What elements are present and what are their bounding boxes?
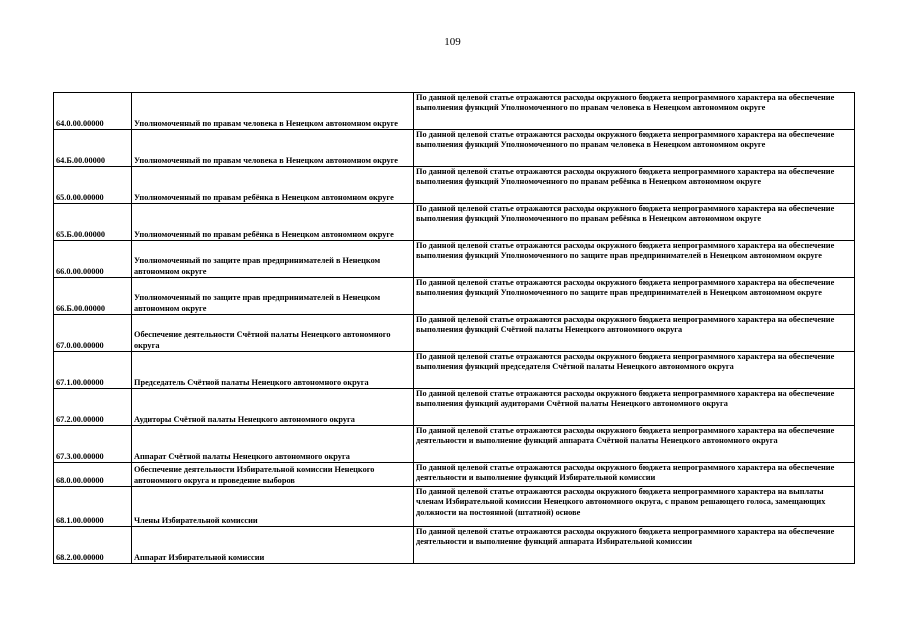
target-article-code: 67.0.00.00000 (54, 315, 132, 352)
table-row (54, 426, 855, 463)
table-row (54, 204, 855, 241)
target-article-description: По данной целевой статье отражаются расходы окружного бюджета непрограммного характера на обеспечение выполнения функций аудиторами Счётной палаты Ненецкого автономного округа (414, 389, 855, 426)
target-article-code: 67.3.00.00000 (54, 426, 132, 463)
target-article-name: Аудиторы Счётной палаты Ненецкого автономного округа (132, 389, 414, 426)
target-article-description: По данной целевой статье отражаются расходы окружного бюджета непрограммного характера на обеспечение деятельности и выполнение функций аппарата Избирательной комиссии (414, 527, 855, 564)
target-article-code: 67.1.00.00000 (54, 352, 132, 389)
target-article-description: По данной целевой статье отражаются расходы окружного бюджета непрограммного характера на выплаты членам Избирательной комиссии Ненецкого автономного округа, с правом решающего голоса, замещающих должности на постоянной (штатной) основе (414, 487, 855, 527)
table-row (54, 130, 855, 167)
target-article-name: Аппарат Счётной палаты Ненецкого автономного округа (132, 426, 414, 463)
target-article-name: Уполномоченный по правам ребёнка в Ненецком автономном округе (132, 204, 414, 241)
table-row (54, 352, 855, 389)
target-article-code: 65.0.00.00000 (54, 167, 132, 204)
target-article-name: Уполномоченный по правам ребёнка в Ненецком автономном округе (132, 167, 414, 204)
table-row (54, 389, 855, 426)
target-article-description: По данной целевой статье отражаются расходы окружного бюджета непрограммного характера на обеспечение выполнения функций Уполномоченного по правам ребёнка в Ненецком автономном округе (414, 167, 855, 204)
target-article-description: По данной целевой статье отражаются расходы окружного бюджета непрограммного характера на обеспечение деятельности и выполнение функций Избирательной комиссии (414, 463, 855, 487)
target-article-description: По данной целевой статье отражаются расходы окружного бюджета непрограммного характера на обеспечение выполнения функций председателя Счётной палаты Ненецкого автономного округа (414, 352, 855, 389)
target-article-code: 64.0.00.00000 (54, 93, 132, 130)
target-article-name: Аппарат Избирательной комиссии (132, 527, 414, 564)
budget-classification-table (53, 92, 855, 564)
table-row (54, 315, 855, 352)
target-article-description: По данной целевой статье отражаются расходы окружного бюджета непрограммного характера на обеспечение выполнения функций Уполномоченного по защите прав предпринимателей в Ненецком автономном округе (414, 241, 855, 278)
target-article-name: Уполномоченный по защите прав предпринимателей в Ненецком автономном округе (132, 278, 414, 315)
target-article-code: 68.0.00.00000 (54, 463, 132, 487)
target-article-description: По данной целевой статье отражаются расходы окружного бюджета непрограммного характера на обеспечение выполнения функций Уполномоченного по правам человека в Ненецком автономном округе (414, 93, 855, 130)
table-row (54, 487, 855, 527)
table-row (54, 167, 855, 204)
target-article-code: 68.2.00.00000 (54, 527, 132, 564)
target-article-name: Уполномоченный по правам человека в Ненецком автономном округе (132, 93, 414, 130)
table-row (54, 278, 855, 315)
target-article-name: Уполномоченный по защите прав предпринимателей в Ненецком автономном округе (132, 241, 414, 278)
target-article-description: По данной целевой статье отражаются расходы окружного бюджета непрограммного характера на обеспечение выполнения функций Уполномоченного по защите прав предпринимателей в Ненецком автономном округе (414, 278, 855, 315)
target-article-name: Члены Избирательной комиссии (132, 487, 414, 527)
target-article-code: 64.Б.00.00000 (54, 130, 132, 167)
table-row (54, 241, 855, 278)
target-article-name: Председатель Счётной палаты Ненецкого автономного округа (132, 352, 414, 389)
table-row (54, 93, 855, 130)
target-article-code: 68.1.00.00000 (54, 487, 132, 527)
target-article-name: Обеспечение деятельности Избирательной комиссии Ненецкого автономного округа и проведение выборов (132, 463, 414, 487)
target-article-code: 65.Б.00.00000 (54, 204, 132, 241)
target-article-code: 66.0.00.00000 (54, 241, 132, 278)
target-article-name: Обеспечение деятельности Счётной палаты Ненецкого автономного округа (132, 315, 414, 352)
target-article-description: По данной целевой статье отражаются расходы окружного бюджета непрограммного характера на обеспечение выполнения функций Уполномоченного по правам человека в Ненецком автономном округе (414, 130, 855, 167)
table-row (54, 463, 855, 487)
target-article-description: По данной целевой статье отражаются расходы окружного бюджета непрограммного характера на обеспечение выполнения функций Счётной палаты Ненецкого автономного округа (414, 315, 855, 352)
target-article-code: 67.2.00.00000 (54, 389, 132, 426)
table-row (54, 527, 855, 564)
page-number: 109 (444, 36, 461, 48)
target-article-name: Уполномоченный по правам человека в Ненецком автономном округе (132, 130, 414, 167)
target-article-description: По данной целевой статье отражаются расходы окружного бюджета непрограммного характера на обеспечение деятельности и выполнение функций аппарата Счётной палаты Ненецкого автономного округа (414, 426, 855, 463)
target-article-code: 66.Б.00.00000 (54, 278, 132, 315)
target-article-description: По данной целевой статье отражаются расходы окружного бюджета непрограммного характера на обеспечение выполнения функций Уполномоченного по правам ребёнка в Ненецком автономном округе (414, 204, 855, 241)
